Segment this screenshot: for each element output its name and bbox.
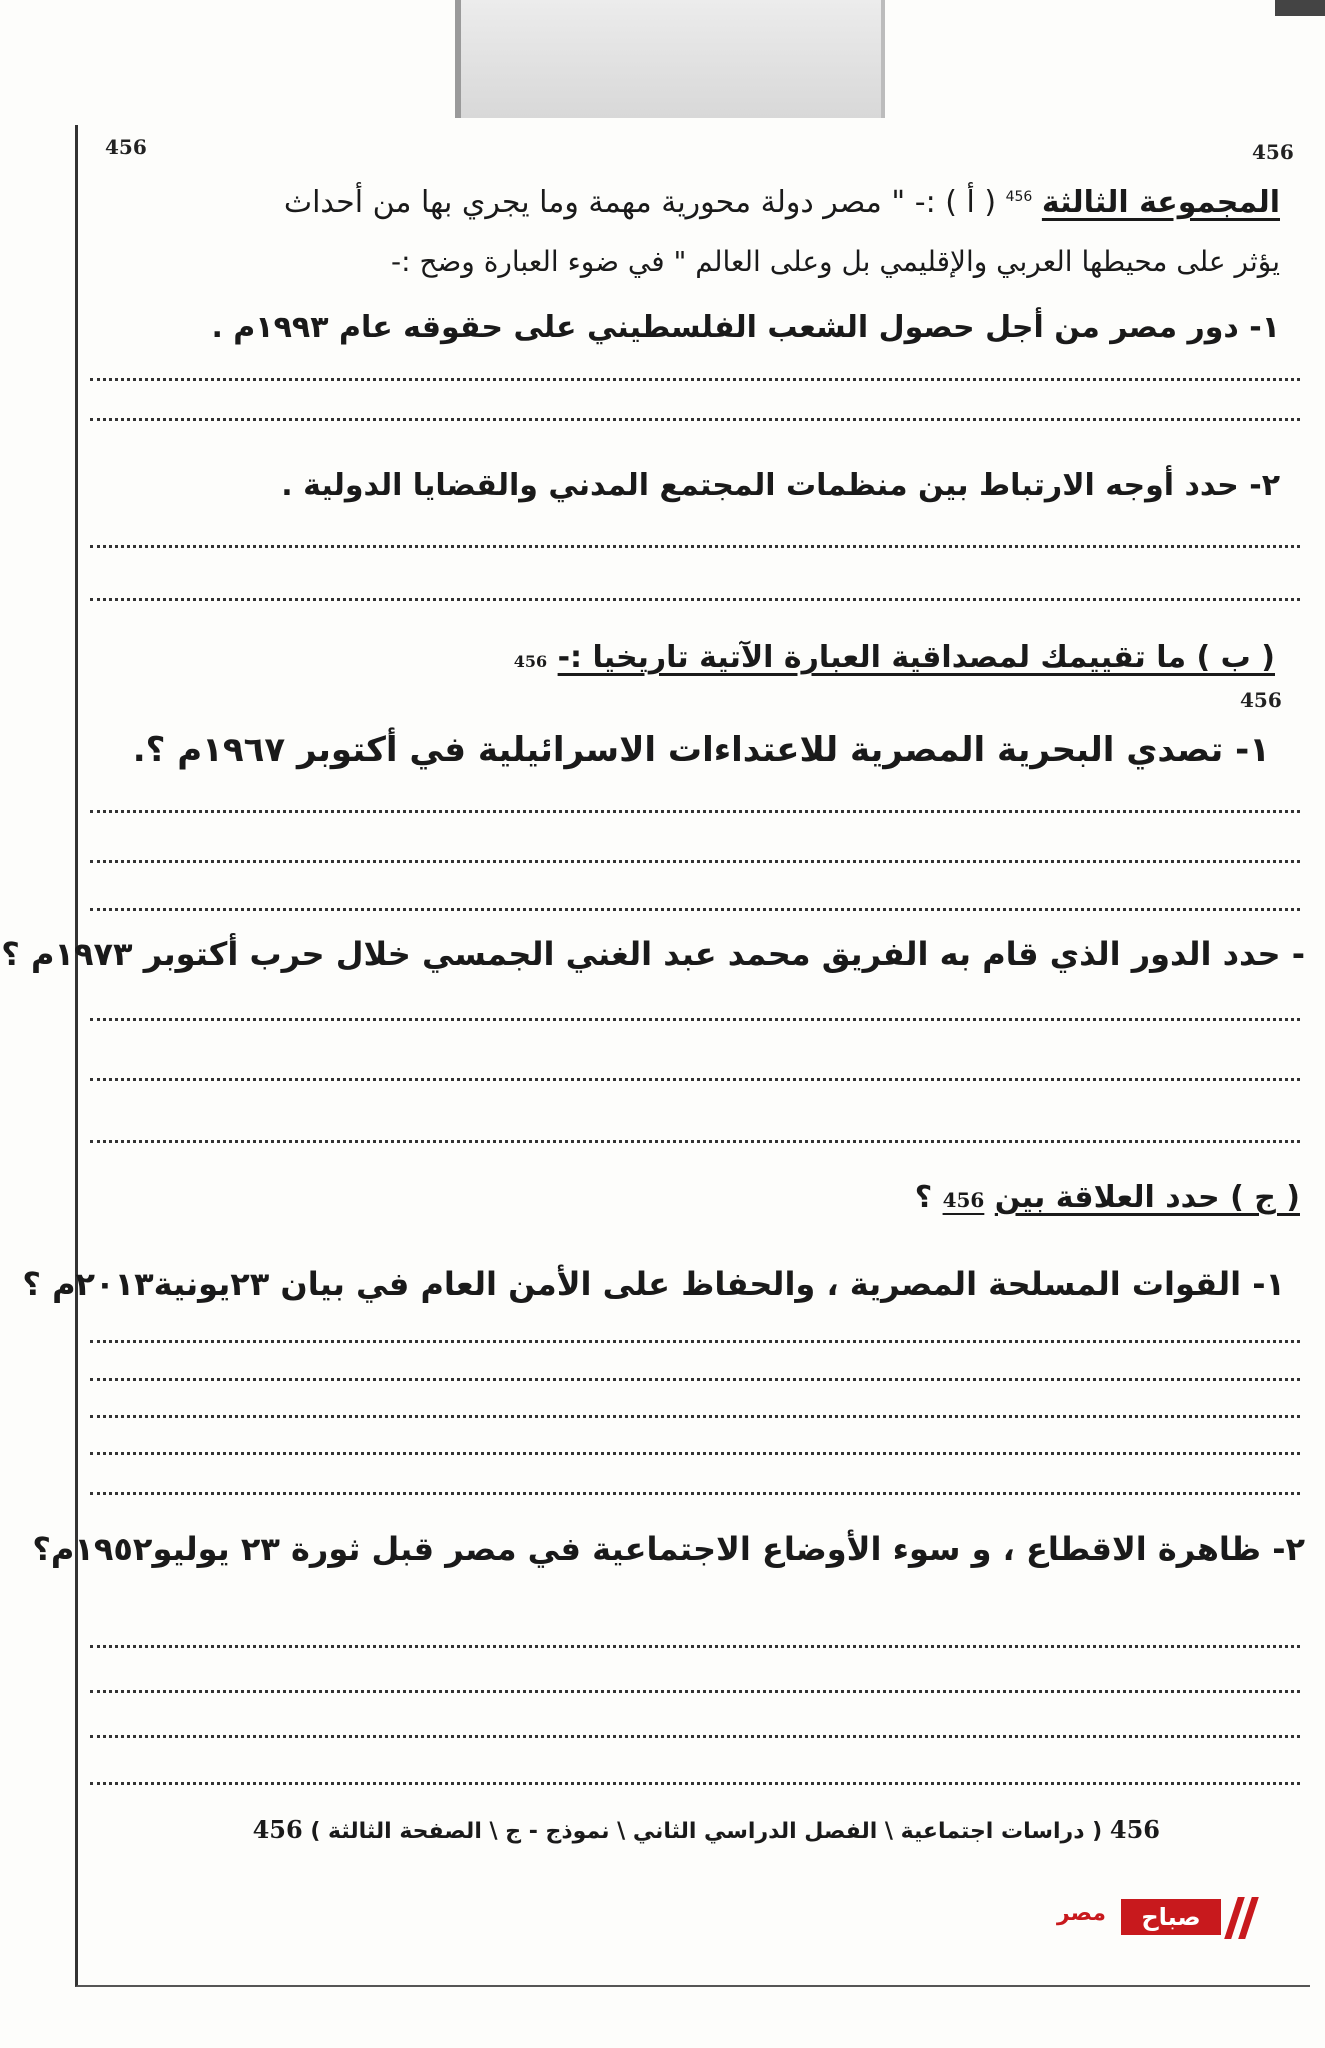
part-c-question-1: ١- القوات المسلحة المصرية ، والحفاظ على الأمن العام في بيان ٢٣يونية٢٠١٣م ؟ (22, 1265, 1285, 1303)
part-b-question-1: ١- تصدي البحرية المصرية للاعتداءات الاسرائيلية في أكتوبر ١٩٦٧م ؟. (132, 730, 1270, 770)
answer-line (90, 810, 1300, 813)
part-b-stamp: 456 (513, 652, 548, 671)
corner-number-left: 456 (105, 135, 147, 159)
page-footer (253, 1815, 1160, 1844)
group3-stamp: 456 (1005, 189, 1033, 205)
exam-sheet (75, 125, 1310, 1987)
part-b-stamp-2: 456 (1240, 688, 1282, 712)
group3-question-1: ١- دور مصر من أجل حصول الشعب الفلسطيني على حقوقه عام ١٩٩٣م . (211, 310, 1280, 345)
part-a-marker: ( أ ) :- (914, 185, 997, 220)
answer-line (90, 545, 1300, 548)
sabah-masr-logo (1053, 1893, 1263, 1945)
answer-line (90, 1690, 1300, 1693)
answer-line (90, 1340, 1300, 1343)
answer-line (90, 1415, 1300, 1418)
answer-line (90, 598, 1300, 601)
tape-strip (455, 0, 885, 118)
part-c-heading-row (915, 1180, 1300, 1215)
answer-line (90, 908, 1300, 911)
footer-stamp-left: 456 (252, 1815, 303, 1844)
answer-line (90, 1782, 1300, 1785)
logo-box: صباح (1121, 1899, 1221, 1935)
answer-line (90, 1492, 1300, 1495)
answer-line (90, 1018, 1300, 1021)
corner-shadow (1275, 0, 1325, 16)
answer-line (90, 1452, 1300, 1455)
answer-line (90, 418, 1300, 421)
answer-line (90, 1735, 1300, 1738)
group3-heading: المجموعة الثالثة (1041, 185, 1280, 220)
part-b-heading-row (514, 640, 1275, 675)
part-c-heading: ( ج ) حدد العلاقة بين (994, 1180, 1300, 1215)
answer-line (90, 860, 1300, 863)
answer-line (90, 1378, 1300, 1381)
part-b-question-2: - حدد الدور الذي قام به الفريق محمد عبد الغني الجمسي خلال حرب أكتوبر ١٩٧٣م ؟ (1, 935, 1305, 973)
footer-stamp-right: 456 (1109, 1815, 1160, 1844)
footer-text: ( دراسات اجتماعية \ الفصل الدراسي الثاني \ نموذج - ج \ الصفحة الثالثة ) (310, 1819, 1103, 1844)
part-c-question-2: ٢- ظاهرة الاقطاع ، و سوء الأوضاع الاجتماعية في مصر قبل ثورة ٢٣ يوليو١٩٥٢م؟ (32, 1530, 1305, 1568)
group3-heading-row (284, 185, 1280, 220)
corner-number-right: 456 (1252, 140, 1294, 164)
answer-line (90, 1078, 1300, 1081)
answer-line (90, 1645, 1300, 1648)
group3-question-2: ٢- حدد أوجه الارتباط بين منظمات المجتمع المدني والقضايا الدولية . (281, 468, 1280, 503)
part-c-heading-tail: ؟ (914, 1180, 933, 1215)
part-c-stamp: 456 (942, 1188, 985, 1212)
quote-line-1: " مصر دولة محورية مهمة وما يجري بها من أحداث (283, 185, 906, 220)
quote-line-2: يؤثر على محيطها العربي والإقليمي بل وعلى العالم " في ضوء العبارة وضح :- (391, 245, 1280, 278)
answer-line (90, 378, 1300, 381)
part-b-heading: ( ب ) ما تقييمك لمصداقية العبارة الآتية تاريخيا :- (557, 640, 1275, 675)
answer-line (90, 1140, 1300, 1143)
logo-text: مصر (1057, 1901, 1106, 1926)
